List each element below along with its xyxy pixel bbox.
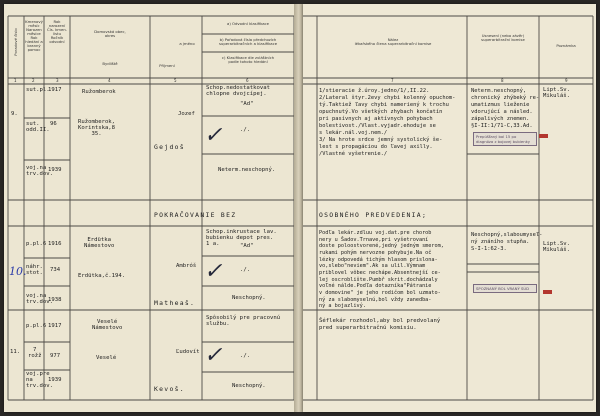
classification-a: Spôsobilý pre pracovnú službu. xyxy=(206,315,281,327)
red-mark xyxy=(539,134,548,138)
service-status: voj.pre na trv.dov. xyxy=(26,371,53,389)
draft-year: 1938 xyxy=(48,297,62,303)
decision-text: Neterm.neschopný, chronický zhýbeký re- umatizmus lieženie vdorujúcí a násled. zápalivých znemen. §I-II:1/71-C,33.Ad. xyxy=(471,88,540,130)
right-page-grid xyxy=(303,4,596,412)
domicile-header: Domovská obec, okres xyxy=(94,29,126,38)
birth-month-header: Kmenový měsíc Narozen měsíce Rok hledání a branný pomoc xyxy=(25,19,43,52)
stamp: Prepúšťaný bol 15 po diagnóza z bojovej bubienky xyxy=(473,132,537,146)
entry-number: 10. xyxy=(9,265,27,278)
red-mark xyxy=(543,290,552,294)
given-name: Jozef xyxy=(178,111,195,117)
service-status: voj.na trv.dov. xyxy=(26,293,53,305)
classification-b-header: b) Pořadová čísla předchozích superarbitračních a klasifikace xyxy=(218,37,278,46)
continuation-text: OSOBNÉHO PREDVEDENIA; xyxy=(319,211,428,219)
findings-text: Šéflekár rozhodol,aby bol predvolaný pred superarbitračnú komisiu. xyxy=(319,318,441,332)
rank: p.pl.6 xyxy=(26,241,47,247)
dwelling: Veselé xyxy=(96,355,117,361)
note-header: Poznámka xyxy=(556,43,576,48)
rank: sut.pl. xyxy=(26,87,50,93)
dwelling: Erdütka,č.194. xyxy=(78,273,126,279)
domicile: Ružomberok xyxy=(82,89,116,95)
record-number: 977 xyxy=(50,353,61,359)
left-page-grid xyxy=(4,4,294,412)
column-number: 8 xyxy=(501,78,504,83)
handwritten-check: ✓ xyxy=(204,259,223,284)
left-page xyxy=(4,4,294,412)
findings-text: Podľa lekár.zdluu voj.dat.pre chorob nery u Šadov.Trnave,pri vyšetrovaní doste poloostvorené,jedný jedným smerom, rukami pohým nervozne pohybuje.Na oč lézky odpovedá tichým hlasom prislona- vo,slebo"neviem".Ak sa ulil.Výmnam priblovel vôbec nechápe.Absentnejší ce- lej oscroblište.Pumbř skrit.dochádzaly voľné nálde.Podľa dotazníka"Pátranie v domovine" je jeho rodičom bol uzmato- ný za slabomyselnú,bol vždy zanedba- ný a bojazlivý. xyxy=(319,230,444,310)
classification-c-header: c) Klasifikace dle zvláštních podle tohoto hledání xyxy=(221,55,275,64)
entry-number: 9. xyxy=(11,111,18,117)
book-spine xyxy=(294,4,303,412)
serial-header: Poradové číslo xyxy=(13,28,19,56)
surname: Kevoš. xyxy=(154,385,185,393)
classification-b: ./. xyxy=(240,267,251,273)
classification-c: Neschopný. xyxy=(232,383,266,389)
note-text: Lipt.Sv. Mikuláš. xyxy=(543,241,570,253)
handwritten-check: ✓ xyxy=(204,123,223,148)
column-number: 1 xyxy=(14,78,17,83)
findings-header: Nález lékařského člena superarbitrační komise xyxy=(354,37,432,46)
record-number: 96 xyxy=(50,121,57,127)
surname-header: Příjmení xyxy=(159,63,175,68)
note-text: Lipt.Sv. Mikuláš. xyxy=(543,87,570,99)
continuation-text: POKRAČOVANIE BEZ xyxy=(154,211,237,219)
column-number: 9 xyxy=(565,78,568,83)
birth-year: 1917 xyxy=(48,87,62,93)
classification-c: Neschopný. xyxy=(232,295,266,301)
column-number: 7 xyxy=(391,78,394,83)
surname: Gejdoš xyxy=(154,143,185,151)
entry-number: 11. xyxy=(10,349,21,355)
domicile: Erdütka Námestovo xyxy=(84,237,115,249)
classification-quote: "Ad" xyxy=(240,243,254,249)
column-number: 3 xyxy=(56,78,59,83)
classification-b: ./. xyxy=(240,127,251,133)
surname: Matheaš. xyxy=(154,299,196,307)
decision-text: Neschopný,slaboumyseľ- ný znáního stupňa. S-I-1:62-3. xyxy=(471,232,543,253)
dwelling: Ružomberok, Korintska,8 35. xyxy=(78,119,116,137)
given-name-header: a jméno xyxy=(179,41,195,46)
column-number: 6 xyxy=(246,78,249,83)
right-page xyxy=(303,4,596,412)
column-number: 2 xyxy=(32,78,35,83)
birth-year: 1917 xyxy=(48,323,62,329)
birth-year: 1916 xyxy=(48,241,62,247)
unit: 7 rožž xyxy=(28,347,42,359)
column-number: 4 xyxy=(108,78,111,83)
rank: p.pl.6 xyxy=(26,323,47,329)
stamp: SPOZNANÝ BOL VRANÝ SÚD xyxy=(473,284,537,293)
handwritten-check: ✓ xyxy=(204,343,223,368)
classification-b: ./. xyxy=(240,353,251,359)
dwelling-header: Bydliště xyxy=(102,61,118,66)
column-number: 5 xyxy=(174,78,177,83)
classification-c: Neterm.neschopný. xyxy=(218,167,276,173)
classification-a: Schop.nedostatkovat chlopne dvojcípej. xyxy=(206,85,270,97)
given-name: Ambróš xyxy=(176,263,197,269)
draft-year: 1939 xyxy=(48,377,62,383)
unit: sut. odd.II. xyxy=(26,121,50,133)
service-status: voj.na trv.dov. xyxy=(26,165,53,177)
domicile: Veselé Námestovo xyxy=(92,319,123,331)
classification-a: Schop.inkrustace lav. bubienku depot pres. 1 a. xyxy=(206,229,277,247)
draft-year: 1939 xyxy=(48,167,62,173)
birth-year-header: Rok narození Čís. kmen. listu Ročník odvodní xyxy=(47,19,67,44)
classification-quote: "Ad" xyxy=(240,101,254,107)
classification-a-header: a) Odvodní klasifikace xyxy=(227,21,269,26)
given-name: Ľudovít xyxy=(176,349,200,355)
unit: náhr. stot. xyxy=(26,264,43,276)
findings-text: 1/stieracie ž.úroy.jedno/1/,II.22. 2/Lateral štyr.2evy chybi kolenný opuchom- tý.Taktiež ľavy chybi nameriený k trochu opuchnutý.Vo všetkých zhybach končatín pri pasívnych aj aktívnych pohybach bolestivost./Vlast.vyjadr.ehoduje se s lekár.nál.voj.nem./ 3/ Na hrote srdce jemný systolický še- lest s propagáciou do ľavej axilly. /Vlastné vyšetrenie./ xyxy=(319,88,456,158)
decision-header: Usnesení (nebo závěr) superarbitrační komise xyxy=(481,33,525,42)
record-number: 734 xyxy=(50,267,61,273)
